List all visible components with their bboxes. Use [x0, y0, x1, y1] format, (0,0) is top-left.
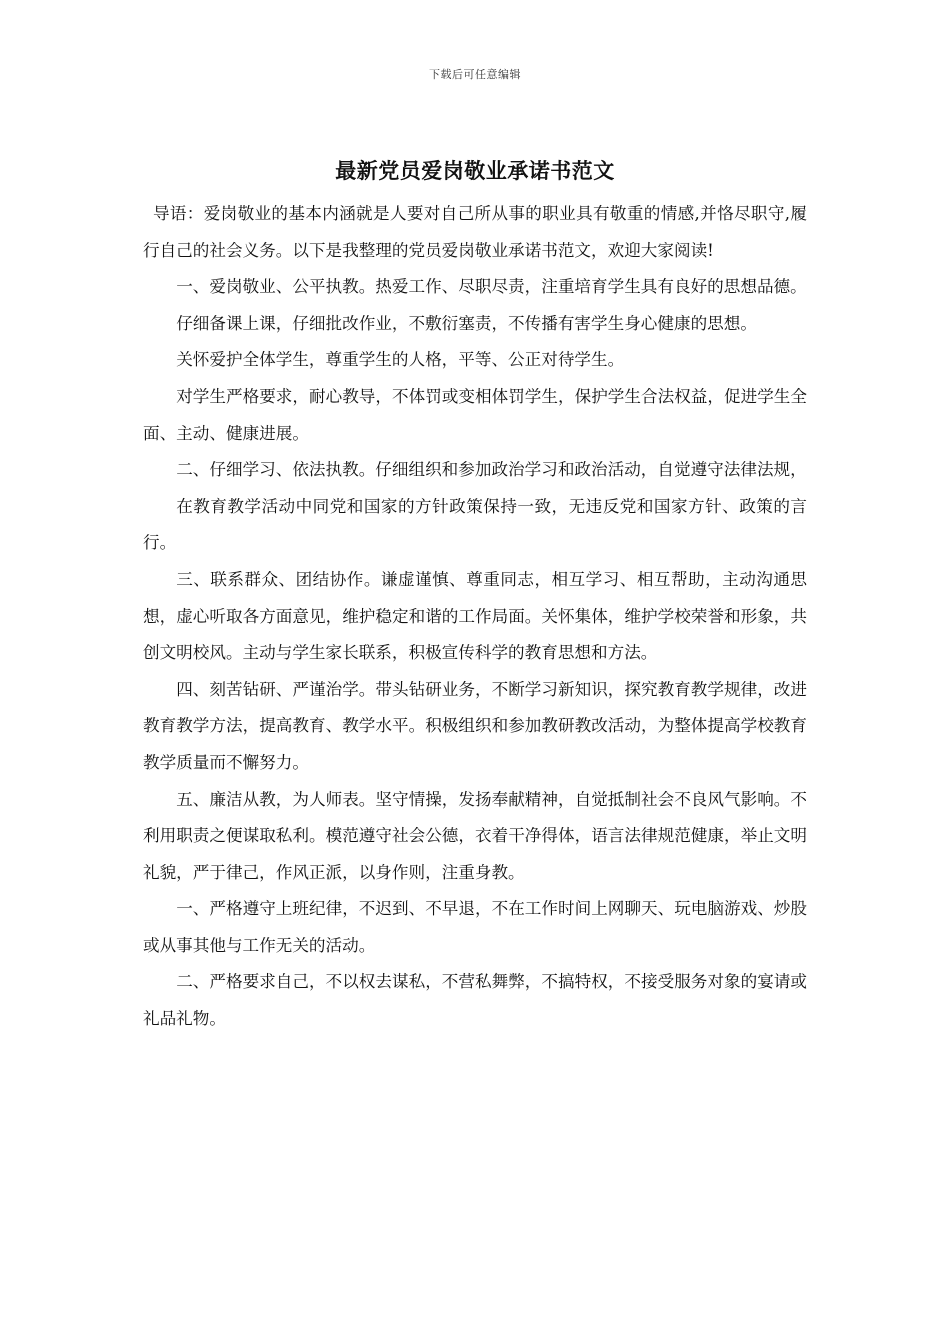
header-note: 下载后可任意编辑: [429, 68, 521, 81]
document-title: 最新党员爱岗敬业承诺书范文: [335, 158, 615, 183]
document-body: [143, 196, 807, 1038]
body-paragraph: 三、联系群众、团结协作。谦虚谨慎、尊重同志，相互学习、相互帮助，主动沟通思想，虚心听取各方面意见，维护稳定和谐的工作局面。关怀集体，维护学校荣誉和形象，共创文明校风。主动与学生家长联系，积极宣传科学的教育思想和方法。: [143, 569, 807, 663]
intro-paragraph: 导语：爱岗敬业的基本内涵就是人要对自己所从事的职业具有敬重的情感,并恪尽职守,履行自己的社会义务。以下是我整理的党员爱岗敬业承诺书范文，欢迎大家阅读!: [143, 204, 807, 260]
body-paragraph: 对学生严格要求，耐心教导，不体罚或变相体罚学生，保护学生合法权益，促进学生全面、主动、健康进展。: [143, 386, 807, 443]
body-paragraph: 二、仔细学习、依法执教。仔细组织和参加政治学习和政治活动，自觉遵守法律法规，: [176, 460, 807, 480]
body-paragraph: 仔细备课上课，仔细批改作业，不敷衍塞责，不传播有害学生身心健康的思想。: [176, 313, 757, 333]
body-paragraph: 四、刻苦钻研、严谨治学。带头钻研业务，不断学习新知识，探究教育教学规律，改进教育教学方法，提高教育、教学水平。积极组织和参加教研教改活动，为整体提高学校教育教学质量而不懈努力。: [143, 679, 807, 772]
body-paragraph: 五、廉洁从教，为人师表。坚守情操，发扬奉献精神，自觉抵制社会不良风气影响。不利用职责之便谋取私利。模范遵守社会公德，衣着干净得体，语言法律规范健康，举止文明礼貌，严于律己，作风正派，以身作则，注重身教。: [143, 789, 807, 882]
body-paragraph: 二、严格要求自己，不以权去谋私，不营私舞弊，不搞特权，不接受服务对象的宴请或礼品礼物。: [143, 972, 807, 1029]
body-paragraph: 在教育教学活动中同党和国家的方针政策保持一致，无违反党和国家方针、政策的言行。: [143, 496, 807, 553]
body-paragraph: 关怀爱护全体学生，尊重学生的人格，平等、公正对待学生。: [176, 350, 625, 370]
body-paragraph: 一、严格遵守上班纪律，不迟到、不早退，不在工作时间上网聊天、玩电脑游戏、炒股或从事其他与工作无关的活动。: [143, 899, 807, 955]
body-paragraph: 一、爱岗敬业、公平执教。热爱工作、尽职尽责，注重培育学生具有良好的思想品德。: [176, 277, 807, 297]
